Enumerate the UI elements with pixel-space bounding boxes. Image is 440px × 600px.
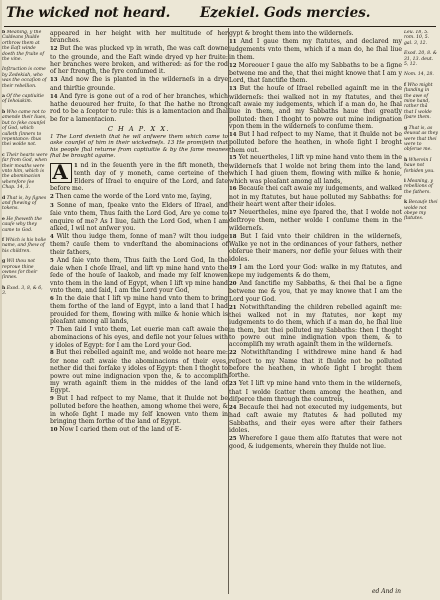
note-text: Who came not to amende their liues, but to ſeke counſel of God, which calleth ſinners to repentance: thus thei wolde not. (2, 109, 47, 148)
note-text: Which is his holie name, and ſhew of his children. (2, 238, 47, 254)
verse-number: 19 (229, 264, 240, 271)
verse (50, 93, 228, 123)
verse-text: Wherefore I gaue them alſo ſtatutes that were not good, & iudgements, wherein they ſhulde not liue. (229, 434, 402, 451)
verse (229, 404, 402, 434)
catchword: ed And in (372, 588, 402, 595)
verse (50, 426, 228, 434)
note-text: Their hearts were far from God, when their mouths were vnto him, which is the abominacion wherefore ſee Chap. 14, 3. (2, 152, 48, 191)
margin-note (404, 30, 438, 46)
verse (50, 233, 228, 256)
note-text: Meaning, y rebellions of the fathers. (404, 178, 433, 195)
verse-text: But thei rebelled againſt me, and wolde not heare me: for none caſt awaie the abominacions of their eyes, nether did thei forſake y idoles of Egypt: then I thoght to powre out mine indignacion vpon the, & to accompliſh my wrath againſt them in the middes of the land of Egypt. (50, 349, 228, 395)
verse-number: 14 (50, 93, 60, 100)
margin-note (404, 72, 438, 77)
margin-note (2, 217, 48, 233)
right-margin-notes (404, 30, 438, 596)
verse-text: Becauſe thei caſt awaie my iudgements, and walked not in my ſtatutes, but haue polluted my Sabbaths: for their heart went after their idoles. (229, 185, 402, 209)
margin-note (404, 179, 438, 195)
margin-note (2, 196, 48, 212)
chapter-heading: C H A P. X X. (107, 124, 171, 133)
verse-text: Sonne of man, ſpeake vnto the Elders of Iſrael, and ſaie vnto them, Thus ſaith the Lord God, Are ye come to enquire of me? As I liue, ſaith the Lord God, when I am aſked, I wil not anſwer you. (50, 201, 228, 232)
verse (229, 233, 402, 263)
verse-number: 20 (229, 280, 240, 287)
right-text-column (229, 30, 402, 596)
verse-number: 9 (50, 396, 57, 403)
margin-note (2, 238, 48, 254)
note-text: Inſtruction is come by Zedekiah, who was the occaſion of their rebellion. (2, 67, 47, 89)
verse (50, 326, 228, 349)
verse-number: 24 (229, 404, 239, 411)
verse (229, 62, 402, 85)
verse-text: I am the Lord your God: walke in my ſtatutes, and kepe my iudgements & do them, (229, 263, 402, 279)
verse-number: 14 (229, 131, 239, 138)
margin-note (404, 126, 438, 153)
running-header (0, 2, 440, 28)
verse-text: But I ſaid vnto their children in the wilderneſs, Walke ye not in the ordinances of your fathers, nether obſerue their maners, nor defile your ſelues with their idoles. (229, 232, 402, 263)
note-text: That is, by ſignes and ſhewing of tokens. (2, 195, 47, 212)
verse-number: 8 (50, 350, 56, 357)
note-text: Nom. 14, 28. (404, 72, 434, 78)
verse-number: 12 (229, 62, 239, 69)
verse-text: gypt & broght them into the wilderneſs. (229, 30, 354, 37)
verse (229, 30, 402, 37)
note-text: Meaning, y the Caldeans ſhulde orthrow them at the Eaſt winde doeth the fruite of the vine. (2, 30, 45, 63)
note-letter: e (2, 216, 5, 222)
margin-note (2, 110, 48, 148)
verse-text: Notwithſtanding the children rebelled againſt me: thei walked not in my ſtatutes, nor kept my iudgements to do them, which if a man do, he ſhal liue in them, but thei polluted my Sabbaths: then I thoght to powre out mine indignation vpon them, & to accompliſh my wrath againſt them in the wilderneſs. (229, 303, 402, 349)
margin-note (2, 67, 48, 89)
verse-number: 16 (229, 186, 239, 193)
margin-note (404, 158, 438, 174)
note-letter: a (2, 94, 5, 100)
verse (229, 185, 402, 208)
note-letter: b (2, 109, 6, 115)
note-letter: i (404, 178, 406, 184)
verse (229, 38, 402, 61)
verse (229, 85, 402, 130)
verse-text: But the houſe of Iſrael rebelled againſt me in the wilderneſs: thei walked not in my ſtatutes, and thei caſt awaie my iudgements, which if a man do, he ſhal liue in them, and my Sabbaths haue thei greatly polluted: then I thoght to powre out mine indignation vpon them in the wilderneſs to conſume them. (229, 85, 402, 130)
verse-number: 21 (229, 304, 240, 311)
verse (229, 154, 402, 184)
verse (50, 349, 228, 394)
note-text: Leu. 18, 5. rom. 10, 5. gal. 3, 12. (404, 30, 430, 46)
header-right-title: Gods mercies. (264, 5, 371, 21)
verse (50, 193, 228, 201)
verse (229, 435, 402, 451)
verse-number: 25 (229, 435, 240, 442)
verse-text: Moreouer I gaue the alſo my Sabbaths to be a ſigne betwene me and the, that thei might knowe that I am y Lord, that ſanctifie them. (229, 61, 402, 85)
verse (229, 380, 402, 403)
verse-text: Becauſe thei had not executed my iudgements, but had caſt awaie my ſtatutes & had polluted my Sabbaths, and their eyes were after their fathers idoles. (229, 403, 402, 434)
note-letter: f (404, 82, 406, 88)
verse (50, 257, 228, 295)
verse-text: Then ſaid I vnto them, Let euerie man caſt awaie the abominacions of his eyes, and defile not your ſelues with y idoles of Egypt: for I am the Lord your God. (50, 325, 228, 349)
verse-number: 13 (229, 86, 240, 93)
note-text: Exod. 3, 8, & 6, 3. (2, 285, 43, 297)
verse-text: Notwithſtanding I withdrewe mine hand & had reſpect to my Name that it ſhulde not be polluted before the heathen, in whoſe ſight I broght them forthe. (229, 349, 402, 380)
verse (229, 131, 402, 154)
margin-note (2, 259, 48, 281)
verse (50, 202, 228, 232)
note-text: Of the captiuitie of Iehoiakim. (2, 94, 44, 105)
note-letter: g (2, 259, 6, 265)
verse-number: 5 (50, 257, 57, 264)
note-letter: k (404, 200, 408, 206)
note-letter: c (2, 152, 5, 158)
verse-number: 11 (229, 38, 241, 45)
verse-number: 17 (229, 210, 240, 217)
verse (50, 395, 228, 425)
verse-number: 10 (50, 427, 60, 434)
note-text: Who might ſtanding in the awe of mine hand, rather thā that I wolde ſpare them. (404, 82, 433, 121)
verse-number: 12 (50, 46, 60, 53)
verse-text: And fyre is gone out of a rod of her branches, which hathe deuoured her fruite, ſo that ſhe hathe no ſtrong rod to be a ſcepter to rule: this is a lamentacion and ſhal be for a lamentacion. (50, 92, 228, 123)
verse-number: 6 (50, 295, 57, 302)
verse-text: Yet I lift vp mine hand vnto them in the wilderneſs, that I wolde ſcatter them among the heathen, and diſperce them through the countreis, (229, 380, 402, 403)
verse-number: 23 (229, 381, 239, 388)
note-letter: f (2, 238, 4, 243)
verse (229, 280, 402, 303)
verse (229, 349, 402, 379)
margin-note (2, 30, 48, 62)
margin-note (404, 51, 438, 67)
left-margin-notes (2, 30, 48, 596)
verse-text: In the daie that I lift vp mine hand vnto them to bring them forthe of the land of Egypt, into a land that I had prouided for them, flowing with milke & honie which is pleaſant among all lands, (50, 294, 228, 325)
header-left-title: The wicked not heard. (6, 5, 171, 21)
verse-number: 18 (229, 233, 241, 240)
verse (229, 264, 402, 280)
note-text: He ſheweth the cauſe why they came to God. (2, 216, 42, 233)
verse-number: 7 (50, 326, 57, 333)
verse-text: But I had reſpect to my Name, that it ſhulde not be polluted before the heathen, among whome thei were, & in whoſe ſight I made my ſelf knowen vnto them in bringing them forthe of the land of Egypt. (50, 395, 228, 426)
verse (50, 30, 228, 45)
verse (50, 45, 228, 75)
verse-text: Yet neuertheles, I lift vp mine hand vnto them in the wilderneſs that I wolde not bring them into the land, which I had giuen them, flowing with milke & honie, which was pleaſant among all lands, (229, 154, 402, 185)
verse-text: nd in the ſeuenth yere in the fift moneth, the tenth day of y moneth, came certeine of the Elders of Iſrael to enquire of the Lord, and ſate before me. (50, 162, 228, 193)
chapter-argument: 1 The Lord denieth that he wil anſwere them which came to aske counſel of him in their wickedneſs. 13 He promiſeth that his people ſhal returne from captiuitie & by the ſame meanes ſhal be brought againe. (50, 134, 228, 159)
margin-note (2, 286, 48, 297)
margin-note (2, 94, 48, 105)
verse-text: But ſhe was plucked vp in wrath, ſhe was caſt downe to the grounde, and the Eaſt winde dryed vp her fruite: her branches were broken, and withered: as for the rod of her ſtrength, the fyre conſumed it. (50, 45, 228, 76)
note-text: Becauſe thei wolde not obeye my ſtatutes. (404, 200, 438, 222)
verse-number: 22 (229, 350, 241, 357)
margin-note (2, 153, 48, 191)
header-book-name: Ezekiel. (200, 5, 260, 21)
verse-text: But I had reſpect to my Name, that it ſhulde not be polluted before the heathen, in whoſe ſight I broght them out. (229, 130, 402, 154)
margin-note (404, 200, 438, 222)
note-text: Wil thou not reproue thine ownes for their ſinnes. (2, 259, 38, 281)
note-text: Wherein I haue not forbiden you. (404, 157, 435, 174)
verse-number: 2 (50, 194, 56, 201)
note-text: That is, as deuout as they were that thei were to obſerue me. (404, 125, 438, 153)
drop-cap-initial: A (50, 163, 72, 183)
verse-text: And I gaue them my ſtatutes, and declared my iudgements vnto them, which if a man do, he ſhal liue in them. (229, 37, 402, 61)
verse-number: 3 (50, 202, 57, 209)
header-rule (4, 26, 436, 27)
left-text-column (50, 30, 228, 596)
verse-text: appeared in her height with her multitude of her branches. (50, 30, 228, 45)
margin-note (404, 83, 438, 121)
note-letter: d (2, 195, 6, 201)
note-letter: h (404, 157, 408, 163)
verse-text: Now I caried them out of the land of E- (59, 426, 182, 434)
verse-number: 13 (50, 77, 61, 84)
verse-number: 4 (50, 233, 57, 240)
verse (229, 304, 402, 349)
verse-text: Neuertheles, mine eye ſpared the, that I wolde not deſtroye them, nether wolde I conſume them in the wilderneſs. (229, 209, 402, 232)
verse-text: Wilt thou iudge them, ſonne of man? wilt thou iudge them? cauſe them to vnderſtand the abominacions of their fathers, (50, 232, 228, 256)
verse (229, 209, 402, 232)
note-letter: h (2, 285, 6, 291)
verse-text: And ſaie vnto them, Thus ſaith the Lord God, In the daie when I choſe Iſrael, and lift vp mine hand vnto the ſede of the houſe of Iaakob, and made my ſelf knowen vnto them in the land of Egypt, when I lift vp mine hand vnto them, and ſaid, I am the Lord your God, (50, 256, 228, 294)
note-letter: g (404, 125, 408, 131)
verse (50, 295, 228, 325)
note-letter: b (2, 30, 6, 35)
verse-number: 1 (74, 163, 81, 170)
note-text: Exod. 20, 8. & 31, 13. deut. 5, 12. (404, 51, 437, 68)
verse-text: And now ſhe is planted in the wilderneſs in a drye and thirſtie grounde. (50, 76, 228, 92)
verse-number: 15 (229, 155, 239, 162)
verse-text: And ſanctifie my Sabbaths, & thei ſhal be a ſigne betwene me & you, that ye may knowe that I am the Lord your God. (229, 279, 402, 303)
verse (50, 162, 228, 192)
verse-text: Then came the worde of the Lord vnto me, ſaying, (55, 193, 212, 201)
verse (50, 76, 228, 92)
